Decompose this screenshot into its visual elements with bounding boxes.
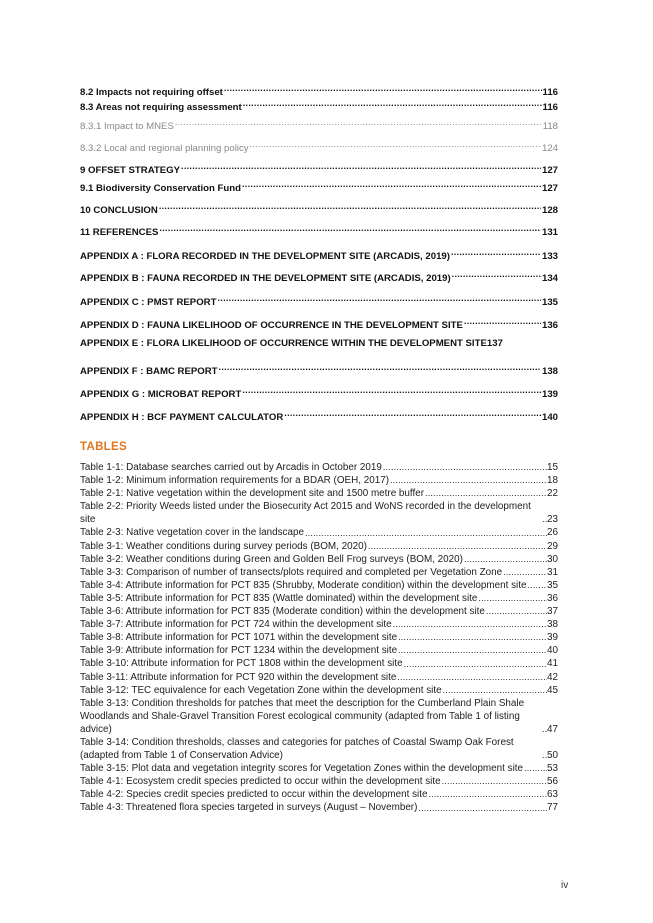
- table-entry[interactable]: Table 2-2: Priority Weeds listed under the Biosecurity Act 2015 and WoNS recorded in the development site ..... 23: [80, 500, 558, 526]
- table-entry[interactable]: Table 3-8: Attribute information for PCT 1071 within the development site ..... 39: [80, 631, 558, 644]
- table-entry[interactable]: Table 3-9: Attribute information for PCT 1234 within the development site ..... 40: [80, 644, 558, 657]
- table-entry[interactable]: Table 3-12: TEC equivalence for each Vegetation Zone within the development site ..... 45: [80, 684, 558, 697]
- toc-entry[interactable]: 9 OFFSET STRATEGY ..... 127: [80, 159, 558, 173]
- toc-entry[interactable]: APPENDIX A : FLORA RECORDED IN THE DEVELOPMENT SITE (ARCADIS, 2019) ..... 133: [80, 245, 558, 259]
- toc-entry[interactable]: APPENDIX B : FAUNA RECORDED IN THE DEVELOPMENT SITE (ARCADIS, 2019) ..... 134: [80, 267, 558, 281]
- table-entry[interactable]: Table 4-1: Ecosystem credit species predicted to occur within the development site ..... 56: [80, 775, 558, 788]
- toc-entry[interactable]: 8.3.1 Impact to MNES ..... 118: [80, 115, 558, 129]
- table-entry[interactable]: Table 3-6: Attribute information for PCT 835 (Moderate condition) within the development site ..... 37: [80, 605, 558, 618]
- table-entry[interactable]: Table 3-14: Condition thresholds, classes and categories for patches of Coastal Swamp Oak Forest (adapted from Table 1 of Conservation Advice) ..... 50: [80, 736, 558, 762]
- table-entry[interactable]: Table 1-1: Database searches carried out by Arcadis in October 2019 ..... 15: [80, 461, 558, 474]
- toc-entry[interactable]: APPENDIX G : MICROBAT REPORT ..... 139: [80, 383, 558, 397]
- tables-heading: TABLES: [80, 441, 127, 453]
- table-entry[interactable]: Table 3-11: Attribute information for PCT 920 within the development site ..... 42: [80, 671, 558, 684]
- toc-entry[interactable]: APPENDIX E : FLORA LIKELIHOOD OF OCCURRENCE WITHIN THE DEVELOPMENT SITE 137: [80, 338, 503, 349]
- table-entry[interactable]: Table 2-1: Native vegetation within the development site and 1500 metre buffer ..... 22: [80, 487, 558, 500]
- toc-entry[interactable]: APPENDIX F : BAMC REPORT ..... 138: [80, 360, 558, 374]
- toc-entry[interactable]: 8.3.2 Local and regional planning policy ..... 124: [80, 137, 558, 151]
- table-entry[interactable]: Table 3-10: Attribute information for PCT 1808 within the development site ..... 41: [80, 657, 558, 670]
- page-number: iv: [561, 880, 569, 891]
- table-entry[interactable]: Table 4-3: Threatened flora species targeted in surveys (August – November) ..... 77: [80, 801, 558, 814]
- toc-entry[interactable]: 11 REFERENCES ..... 131: [80, 221, 558, 235]
- table-entry[interactable]: Table 3-15: Plot data and vegetation integrity scores for Vegetation Zones within the development site ..... 53: [80, 762, 558, 775]
- toc-entry[interactable]: APPENDIX C : PMST REPORT ..... 135: [80, 291, 558, 305]
- table-entry[interactable]: Table 3-1: Weather conditions during survey periods (BOM, 2020) ..... 29: [80, 540, 558, 553]
- toc-entry[interactable]: 10 CONCLUSION ..... 128: [80, 199, 558, 213]
- table-entry[interactable]: Table 3-13: Condition thresholds for patches that meet the description for the Cumberland Plain Shale Woodlands and Shale-Gravel Transition Forest ecological community (adapted from Table 1 of listing advice) ..... 47: [80, 697, 558, 736]
- table-entry[interactable]: Table 3-2: Weather conditions during Green and Golden Bell Frog surveys (BOM, 2020) ..... 30: [80, 553, 558, 566]
- list-of-tables: [80, 461, 558, 815]
- table-entry[interactable]: Table 2-3: Native vegetation cover in the landscape ..... 26: [80, 526, 558, 539]
- toc-entry[interactable]: 9.1 Biodiversity Conservation Fund ..... 127: [80, 177, 558, 191]
- table-entry[interactable]: Table 3-4: Attribute information for PCT 835 (Shrubby, Moderate condition) within the development site ..... 35: [80, 579, 558, 592]
- table-entry[interactable]: Table 3-5: Attribute information for PCT 835 (Wattle dominated) within the development site ..... 36: [80, 592, 558, 605]
- toc-entry[interactable]: 8.2 Impacts not requiring offset ..... 116: [80, 81, 558, 95]
- toc-entry[interactable]: APPENDIX D : FAUNA LIKELIHOOD OF OCCURRENCE IN THE DEVELOPMENT SITE ..... 136: [80, 314, 558, 328]
- toc-entry[interactable]: APPENDIX H : BCF PAYMENT CALCULATOR ..... 140: [80, 406, 558, 420]
- table-entry[interactable]: Table 3-7: Attribute information for PCT 724 within the development site ..... 38: [80, 618, 558, 631]
- toc-entry[interactable]: 8.3 Areas not requiring assessment ..... 116: [80, 96, 558, 110]
- table-entry[interactable]: Table 3-3: Comparison of number of transects/plots required and completed per Vegetation Zone ..... 31: [80, 566, 558, 579]
- table-entry[interactable]: Table 4-2: Species credit species predicted to occur within the development site ..... 63: [80, 788, 558, 801]
- table-entry[interactable]: Table 1-2: Minimum information requirements for a BDAR (OEH, 2017) ..... 18: [80, 474, 558, 487]
